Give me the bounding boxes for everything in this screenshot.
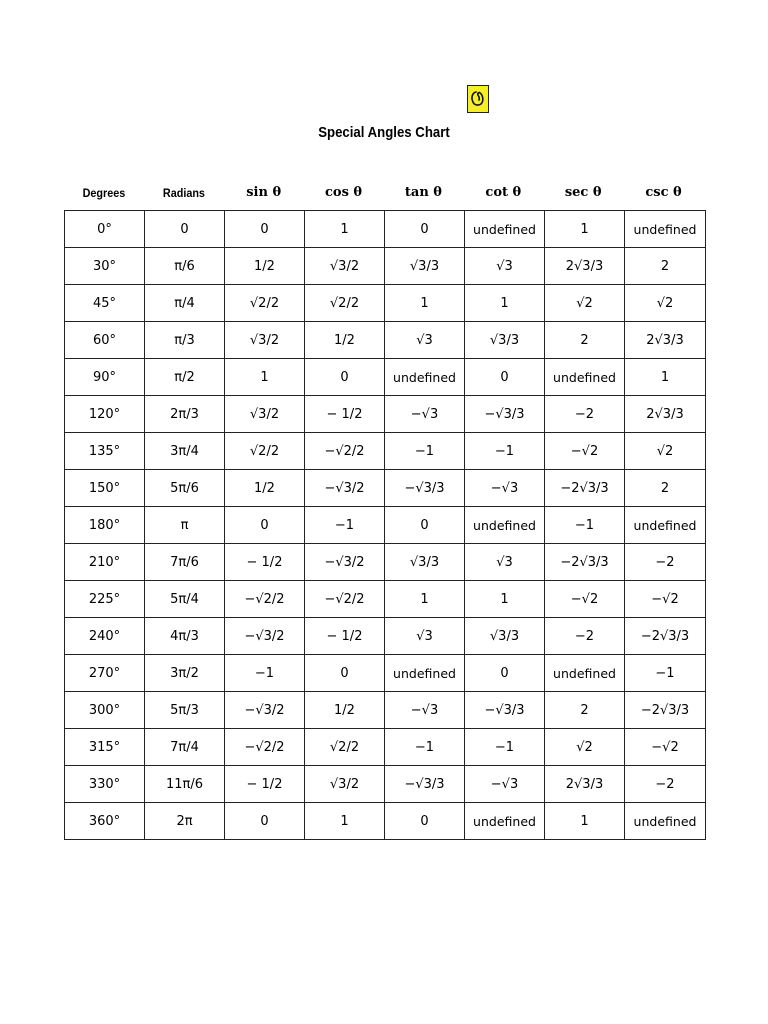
cell-sec: −2√3/3 xyxy=(545,470,625,507)
cell-sec: √2 xyxy=(545,285,625,322)
table-row xyxy=(65,544,706,581)
cell-degrees: 45° xyxy=(65,285,145,322)
cell-degrees: 90° xyxy=(65,359,145,396)
cell-sin: √2/2 xyxy=(225,285,305,322)
table-row xyxy=(65,248,706,285)
header-tan: tan θ xyxy=(404,185,442,200)
cell-radians: 0 xyxy=(145,211,225,248)
cell-csc: undefined xyxy=(625,507,706,544)
cell-sec: 1 xyxy=(545,211,625,248)
cell-cos: 0 xyxy=(305,359,385,396)
cell-cot: 0 xyxy=(465,359,545,396)
cell-cot: −√3/3 xyxy=(465,396,545,433)
cell-sin: √2/2 xyxy=(225,433,305,470)
cell-sin: −√3/2 xyxy=(225,618,305,655)
cell-degrees: 240° xyxy=(65,618,145,655)
cell-cos: 1 xyxy=(305,211,385,248)
cell-tan: −1 xyxy=(385,433,465,470)
column-headers xyxy=(64,181,704,205)
table-row xyxy=(65,655,706,692)
cell-sec: 2 xyxy=(545,692,625,729)
cell-degrees: 0° xyxy=(65,211,145,248)
table-row xyxy=(65,692,706,729)
cell-degrees: 60° xyxy=(65,322,145,359)
cell-cot: −√3 xyxy=(465,766,545,803)
cell-cot: 1 xyxy=(465,285,545,322)
cell-degrees: 315° xyxy=(65,729,145,766)
table-row xyxy=(65,285,706,322)
cell-tan: 0 xyxy=(385,507,465,544)
cell-csc: 2√3/3 xyxy=(625,322,706,359)
table-row xyxy=(65,766,706,803)
cell-cos: −√3/2 xyxy=(305,544,385,581)
cell-sec: undefined xyxy=(545,655,625,692)
cell-radians: 7π/6 xyxy=(145,544,225,581)
cell-radians: π/3 xyxy=(145,322,225,359)
cell-cos: − 1/2 xyxy=(305,396,385,433)
cell-csc: 1 xyxy=(625,359,706,396)
cell-cot: √3/3 xyxy=(465,618,545,655)
cell-tan: √3/3 xyxy=(385,544,465,581)
cell-radians: 2π/3 xyxy=(145,396,225,433)
cell-degrees: 300° xyxy=(65,692,145,729)
cell-cot: −√3 xyxy=(465,470,545,507)
cell-tan: √3/3 xyxy=(385,248,465,285)
cell-cot: √3 xyxy=(465,248,545,285)
cell-cot: undefined xyxy=(465,803,545,840)
cell-csc: undefined xyxy=(625,803,706,840)
cell-sec: −√2 xyxy=(545,433,625,470)
cell-sin: −√3/2 xyxy=(225,692,305,729)
cell-radians: π/6 xyxy=(145,248,225,285)
cell-tan: −√3/3 xyxy=(385,470,465,507)
cell-sec: −2 xyxy=(545,396,625,433)
cell-sin: − 1/2 xyxy=(225,766,305,803)
cell-sec: 2 xyxy=(545,322,625,359)
cell-sec: 2√3/3 xyxy=(545,248,625,285)
table-row xyxy=(65,396,706,433)
cell-cot: −1 xyxy=(465,729,545,766)
cell-csc: 2 xyxy=(625,248,706,285)
cell-cot: undefined xyxy=(465,211,545,248)
cell-cot: undefined xyxy=(465,507,545,544)
cell-degrees: 180° xyxy=(65,507,145,544)
cell-csc: −2 xyxy=(625,766,706,803)
cell-degrees: 330° xyxy=(65,766,145,803)
cell-cos: −1 xyxy=(305,507,385,544)
cell-csc: −√2 xyxy=(625,581,706,618)
cell-tan: undefined xyxy=(385,655,465,692)
cell-sin: 0 xyxy=(225,803,305,840)
cell-cos: 1/2 xyxy=(305,322,385,359)
cell-degrees: 120° xyxy=(65,396,145,433)
cell-sec: √2 xyxy=(545,729,625,766)
cell-tan: −√3/3 xyxy=(385,766,465,803)
cell-tan: 0 xyxy=(385,803,465,840)
cell-csc: 2 xyxy=(625,470,706,507)
special-angles-table xyxy=(64,210,706,840)
cell-radians: 4π/3 xyxy=(145,618,225,655)
cell-csc: √2 xyxy=(625,285,706,322)
cell-csc: −√2 xyxy=(625,729,706,766)
cell-tan: √3 xyxy=(385,618,465,655)
cell-tan: 1 xyxy=(385,285,465,322)
cell-tan: undefined xyxy=(385,359,465,396)
cell-tan: 0 xyxy=(385,211,465,248)
cell-sin: 1/2 xyxy=(225,470,305,507)
cell-cot: −√3/3 xyxy=(465,692,545,729)
cell-cot: √3/3 xyxy=(465,322,545,359)
header-degrees: Degrees xyxy=(82,186,126,200)
cell-sin: 1/2 xyxy=(225,248,305,285)
cell-csc: √2 xyxy=(625,433,706,470)
header-csc: csc θ xyxy=(645,185,682,200)
cell-sin: 0 xyxy=(225,507,305,544)
cell-degrees: 225° xyxy=(65,581,145,618)
cell-degrees: 150° xyxy=(65,470,145,507)
cell-degrees: 30° xyxy=(65,248,145,285)
cell-sec: −1 xyxy=(545,507,625,544)
cell-radians: 5π/4 xyxy=(145,581,225,618)
cell-radians: 11π/6 xyxy=(145,766,225,803)
cell-cos: −√2/2 xyxy=(305,581,385,618)
table-row xyxy=(65,803,706,840)
cell-degrees: 360° xyxy=(65,803,145,840)
cell-radians: 5π/3 xyxy=(145,692,225,729)
cell-cos: 1 xyxy=(305,803,385,840)
header-sin: sin θ xyxy=(246,185,282,200)
cell-cos: − 1/2 xyxy=(305,618,385,655)
cell-degrees: 210° xyxy=(65,544,145,581)
cell-cot: 1 xyxy=(465,581,545,618)
cell-csc: −1 xyxy=(625,655,706,692)
cell-cos: 0 xyxy=(305,655,385,692)
cell-cos: −√3/2 xyxy=(305,470,385,507)
table-row xyxy=(65,322,706,359)
cell-radians: π/2 xyxy=(145,359,225,396)
table-row xyxy=(65,433,706,470)
cell-radians: 2π xyxy=(145,803,225,840)
table-row xyxy=(65,470,706,507)
cell-sec: 1 xyxy=(545,803,625,840)
header-cot: cot θ xyxy=(485,185,522,200)
cell-radians: π xyxy=(145,507,225,544)
header-cos: cos θ xyxy=(325,185,363,200)
cell-radians: 7π/4 xyxy=(145,729,225,766)
cell-sin: −1 xyxy=(225,655,305,692)
table-row xyxy=(65,729,706,766)
cell-csc: −2 xyxy=(625,544,706,581)
table-row xyxy=(65,581,706,618)
cell-tan: 1 xyxy=(385,581,465,618)
table-row xyxy=(65,211,706,248)
cell-csc: undefined xyxy=(625,211,706,248)
cell-csc: 2√3/3 xyxy=(625,396,706,433)
cell-tan: −√3 xyxy=(385,396,465,433)
cell-sin: −√2/2 xyxy=(225,729,305,766)
cell-csc: −2√3/3 xyxy=(625,618,706,655)
cell-cos: −√2/2 xyxy=(305,433,385,470)
cell-cos: √2/2 xyxy=(305,729,385,766)
cell-csc: −2√3/3 xyxy=(625,692,706,729)
cell-sin: −√2/2 xyxy=(225,581,305,618)
header-sec: sec θ xyxy=(564,185,602,200)
cell-sin: √3/2 xyxy=(225,322,305,359)
cell-sec: −2√3/3 xyxy=(545,544,625,581)
cell-cot: 0 xyxy=(465,655,545,692)
header-radians: Radians xyxy=(162,186,205,200)
cell-cos: 1/2 xyxy=(305,692,385,729)
cell-degrees: 270° xyxy=(65,655,145,692)
cell-sin: √3/2 xyxy=(225,396,305,433)
table-row xyxy=(65,507,706,544)
cell-sin: 0 xyxy=(225,211,305,248)
cell-cos: √3/2 xyxy=(305,248,385,285)
cell-tan: −1 xyxy=(385,729,465,766)
cell-sin: 1 xyxy=(225,359,305,396)
table-row xyxy=(65,359,706,396)
cell-cos: √2/2 xyxy=(305,285,385,322)
cell-sec: −√2 xyxy=(545,581,625,618)
cell-sec: −2 xyxy=(545,618,625,655)
cell-sin: − 1/2 xyxy=(225,544,305,581)
cell-cot: −1 xyxy=(465,433,545,470)
cell-sec: undefined xyxy=(545,359,625,396)
cell-radians: 3π/2 xyxy=(145,655,225,692)
table-row xyxy=(65,618,706,655)
cell-cot: √3 xyxy=(465,544,545,581)
cell-sec: 2√3/3 xyxy=(545,766,625,803)
lasso-icon xyxy=(467,85,489,113)
cell-radians: π/4 xyxy=(145,285,225,322)
cell-radians: 3π/4 xyxy=(145,433,225,470)
cell-cos: √3/2 xyxy=(305,766,385,803)
cell-radians: 5π/6 xyxy=(145,470,225,507)
cell-tan: √3 xyxy=(385,322,465,359)
page-title: Special Angles Chart xyxy=(318,124,450,141)
cell-tan: −√3 xyxy=(385,692,465,729)
cell-degrees: 135° xyxy=(65,433,145,470)
